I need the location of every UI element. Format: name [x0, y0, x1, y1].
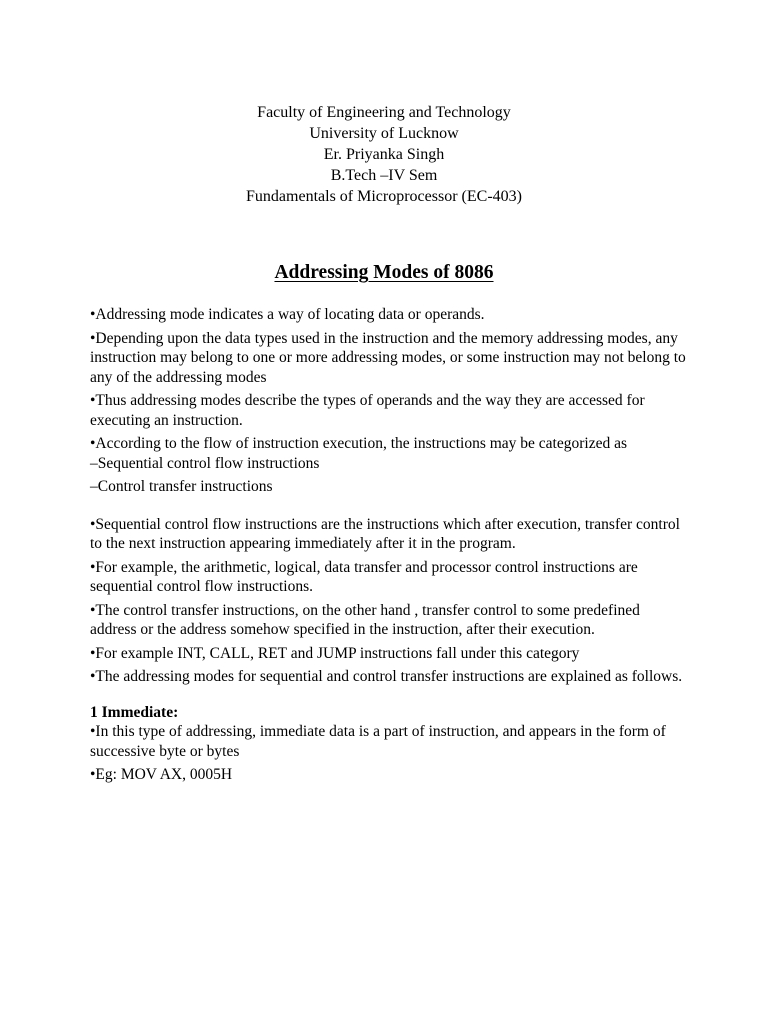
- paragraph-explained: •The addressing modes for sequential and control transfer instructions are explained as follows.: [90, 668, 683, 685]
- paragraph-immediate-example: •Eg: MOV AX, 0005H: [90, 766, 233, 783]
- paragraph-categorized: •According to the flow of instruction execution, the instructions may be categorized as: [90, 435, 628, 452]
- spacer: [90, 501, 690, 515]
- header-author: Er. Priyanka Singh: [323, 146, 445, 163]
- page-title: Addressing Modes of 8086: [274, 262, 494, 283]
- section-heading-immediate: 1 Immediate:: [90, 703, 179, 721]
- header-faculty: Faculty of Engineering and Technology: [257, 104, 511, 121]
- list-item-control-transfer: –Control transfer instructions: [90, 478, 273, 495]
- paragraph-sequential-control: •Sequential control flow instructions are the instructions which after execution, transfer control to the next instruction appearing immediately after it in the program.: [90, 515, 680, 552]
- header-course: B.Tech –IV Sem: [330, 167, 438, 184]
- paragraph-control-transfer: •The control transfer instructions, on the other hand , transfer control to some predefined address or the address somehow specified in the instruction, after their execution.: [90, 601, 640, 638]
- paragraph-describe-operands: •Thus addressing modes describe the types of operands and the way they are accessed for executing an instruction.: [90, 392, 645, 429]
- spacer: [90, 691, 690, 703]
- document-body: [90, 305, 690, 789]
- paragraph-example-int-call: •For example INT, CALL, RET and JUMP instructions fall under this category: [90, 644, 580, 662]
- paragraph-example-arithmetic: •For example, the arithmetic, logical, data transfer and processor control instructions are sequential control flow instructions.: [90, 558, 638, 595]
- paragraph-immediate-definition: •In this type of addressing, immediate data is a part of instruction, and appears in the form of successive byte or bytes: [90, 723, 666, 760]
- paragraph-data-types: •Depending upon the data types used in the instruction and the memory addressing modes, any instruction may belong to one or more addressing modes, or some instruction may not belong to any of the addressing modes: [90, 329, 686, 386]
- list-item-sequential: –Sequential control flow instructions: [90, 454, 320, 472]
- document-header: [0, 102, 768, 207]
- header-university: University of Lucknow: [309, 125, 459, 142]
- paragraph-definition: •Addressing mode indicates a way of locating data or operands.: [90, 306, 485, 323]
- header-subject: Fundamentals of Microprocessor (EC-403): [246, 188, 522, 205]
